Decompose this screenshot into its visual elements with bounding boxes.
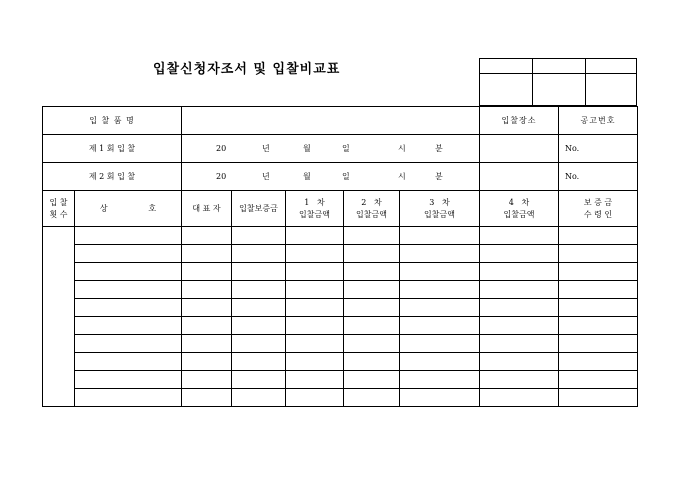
table-cell xyxy=(232,245,286,263)
table-cell xyxy=(559,281,638,299)
bid-datetime xyxy=(182,135,480,163)
approval-cell xyxy=(480,59,533,74)
table-cell xyxy=(75,281,182,299)
bid-round-row xyxy=(43,135,638,163)
approval-cell xyxy=(586,59,637,74)
header-deposit: 입찰보증금 xyxy=(232,191,286,227)
table-cell xyxy=(75,335,182,353)
table-cell xyxy=(400,389,480,407)
bid-round-label: 제 1 회 입 찰 xyxy=(43,135,182,163)
table-row xyxy=(43,281,638,299)
year-prefix: 20 xyxy=(216,171,227,181)
table-cell xyxy=(480,281,559,299)
year-unit: 년 xyxy=(262,171,270,181)
table-cell xyxy=(182,371,232,389)
table-cell xyxy=(344,389,400,407)
minute-unit: 분 xyxy=(435,171,443,181)
day-unit: 일 xyxy=(342,143,350,153)
bid-count-cell xyxy=(43,227,75,407)
header-company: 상 호 xyxy=(75,191,182,227)
table-cell xyxy=(286,227,344,245)
table-cell xyxy=(559,353,638,371)
table-cell xyxy=(400,281,480,299)
table-cell xyxy=(400,317,480,335)
table-cell xyxy=(400,353,480,371)
column-header-row xyxy=(43,191,638,227)
table-cell xyxy=(232,353,286,371)
table-cell xyxy=(182,317,232,335)
bid-round-row xyxy=(43,163,638,191)
table-cell xyxy=(344,317,400,335)
table-cell xyxy=(182,245,232,263)
table-cell xyxy=(344,245,400,263)
table-cell xyxy=(182,281,232,299)
header-round-3: 3 차 입찰금액 xyxy=(400,191,480,227)
approval-cell xyxy=(586,74,637,106)
table-cell xyxy=(480,245,559,263)
notice-number-value: No. xyxy=(559,135,638,163)
table-cell xyxy=(182,299,232,317)
item-name-value xyxy=(182,107,480,135)
header-representative: 대 표 자 xyxy=(182,191,232,227)
table-cell xyxy=(344,227,400,245)
table-cell xyxy=(559,335,638,353)
entry-rows xyxy=(43,227,638,407)
table-row xyxy=(43,245,638,263)
table-cell xyxy=(400,299,480,317)
table-row xyxy=(43,335,638,353)
table-cell xyxy=(232,389,286,407)
table-cell xyxy=(286,263,344,281)
table-cell xyxy=(182,389,232,407)
table-cell xyxy=(182,353,232,371)
table-cell xyxy=(286,389,344,407)
item-name-label: 입 찰 품 명 xyxy=(43,107,182,135)
hour-unit: 시 xyxy=(398,171,406,181)
bid-place-value xyxy=(480,135,559,163)
table-cell xyxy=(286,335,344,353)
item-name-row xyxy=(43,107,638,135)
table-cell xyxy=(559,317,638,335)
year-prefix: 20 xyxy=(216,143,227,153)
table-cell xyxy=(344,263,400,281)
table-cell xyxy=(286,281,344,299)
year-unit: 년 xyxy=(262,143,270,153)
table-cell xyxy=(232,281,286,299)
table-cell xyxy=(480,353,559,371)
header-round-2: 2 차 입찰금액 xyxy=(344,191,400,227)
day-unit: 일 xyxy=(342,171,350,181)
table-cell xyxy=(400,245,480,263)
table-cell xyxy=(286,353,344,371)
table-cell xyxy=(559,227,638,245)
table-cell xyxy=(480,335,559,353)
table-cell xyxy=(400,263,480,281)
table-row xyxy=(43,227,638,245)
table-row xyxy=(43,353,638,371)
document-title: 입찰신청자조서 및 입찰비교표 xyxy=(153,62,341,77)
header-guarantee: 보 증 금 수 령 인 xyxy=(559,191,638,227)
table-cell xyxy=(232,263,286,281)
table-cell xyxy=(232,371,286,389)
notice-number-value: No. xyxy=(559,163,638,191)
header-bid-count: 입 찰 횟 수 xyxy=(43,191,75,227)
table-row xyxy=(43,389,638,407)
table-row xyxy=(43,263,638,281)
table-row xyxy=(43,299,638,317)
table-row xyxy=(43,371,638,389)
table-cell xyxy=(400,371,480,389)
table-cell xyxy=(480,317,559,335)
approval-cell xyxy=(480,74,533,106)
minute-unit: 분 xyxy=(435,143,443,153)
table-cell xyxy=(75,371,182,389)
header-round-4: 4 차 입찰금액 xyxy=(480,191,559,227)
table-cell xyxy=(480,227,559,245)
table-cell xyxy=(75,353,182,371)
notice-number-label: 공고번호 xyxy=(559,107,638,135)
table-row xyxy=(43,317,638,335)
header-round-1: 1 차 입찰금액 xyxy=(286,191,344,227)
month-unit: 월 xyxy=(303,143,311,153)
table-cell xyxy=(232,227,286,245)
table-cell xyxy=(232,317,286,335)
table-cell xyxy=(559,263,638,281)
table-cell xyxy=(75,245,182,263)
table-cell xyxy=(400,335,480,353)
table-cell xyxy=(286,371,344,389)
table-cell xyxy=(344,335,400,353)
table-cell xyxy=(75,299,182,317)
table-cell xyxy=(75,389,182,407)
table-cell xyxy=(232,299,286,317)
approval-cell xyxy=(533,74,586,106)
table-cell xyxy=(344,371,400,389)
approval-cell xyxy=(533,59,586,74)
table-cell xyxy=(480,371,559,389)
bid-datetime xyxy=(182,163,480,191)
table-cell xyxy=(400,227,480,245)
table-cell xyxy=(182,263,232,281)
table-cell xyxy=(286,245,344,263)
bid-round-label: 제 2 회 입 찰 xyxy=(43,163,182,191)
bid-place-value xyxy=(480,163,559,191)
table-cell xyxy=(480,299,559,317)
table-cell xyxy=(480,263,559,281)
hour-unit: 시 xyxy=(398,143,406,153)
table-cell xyxy=(286,299,344,317)
table-cell xyxy=(232,335,286,353)
table-cell xyxy=(344,281,400,299)
table-cell xyxy=(344,353,400,371)
table-cell xyxy=(559,389,638,407)
approval-box xyxy=(479,58,637,106)
table-cell xyxy=(182,227,232,245)
table-cell xyxy=(559,299,638,317)
table-cell xyxy=(75,227,182,245)
table-cell xyxy=(559,245,638,263)
table-cell xyxy=(286,317,344,335)
bid-place-label: 입찰장소 xyxy=(480,107,559,135)
table-cell xyxy=(75,263,182,281)
bid-comparison-table xyxy=(42,106,638,407)
month-unit: 월 xyxy=(303,171,311,181)
table-cell xyxy=(344,299,400,317)
table-cell xyxy=(480,389,559,407)
table-cell xyxy=(75,317,182,335)
table-cell xyxy=(182,335,232,353)
table-cell xyxy=(559,371,638,389)
